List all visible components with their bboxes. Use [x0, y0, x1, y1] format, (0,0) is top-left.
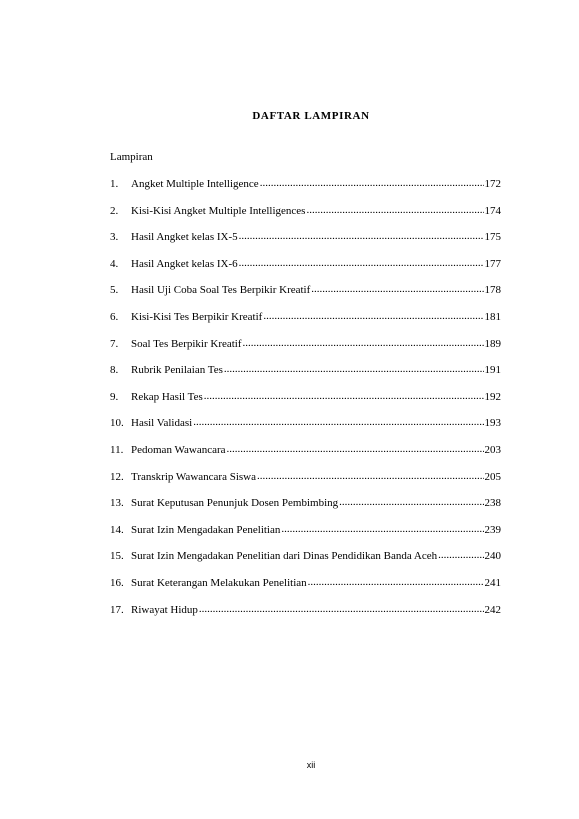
entry-page-number: 177 [484, 257, 501, 270]
entry-title: Riwayat Hidup [131, 603, 198, 616]
entry-title: Surat Keterangan Melakukan Penelitian [131, 576, 307, 589]
entry-page-number: 238 [484, 497, 501, 510]
entry-page-number: 205 [484, 470, 501, 483]
appendix-entry [110, 310, 501, 337]
appendix-entry [110, 337, 501, 364]
appendix-list [110, 177, 501, 629]
entry-number: 17. [110, 603, 124, 616]
dot-leader [281, 523, 483, 533]
appendix-entry [110, 603, 501, 630]
entry-title: Hasil Validasi [131, 417, 193, 430]
entry-page-number: 240 [484, 550, 501, 563]
entry-page-number: 239 [484, 523, 501, 536]
dot-leader [257, 470, 484, 480]
entry-number: 6. [110, 310, 119, 323]
appendix-entry [110, 390, 501, 417]
appendix-entry [110, 257, 501, 284]
entry-page-number: 241 [484, 576, 501, 589]
entry-number: 16. [110, 576, 124, 589]
entry-page-number: 242 [484, 603, 501, 616]
entry-title: Rekap Hasil Tes [131, 390, 203, 403]
entry-page-number: 172 [484, 178, 501, 190]
appendix-entry [110, 230, 501, 257]
entry-title: Hasil Uji Coba Soal Tes Berpikir Kreatif [131, 284, 311, 297]
entry-number: 13. [110, 497, 124, 510]
appendix-entry [110, 363, 501, 390]
dot-leader [308, 576, 484, 586]
appendix-entry [110, 576, 501, 603]
appendix-entry [110, 443, 501, 470]
entry-title: Transkrip Wawancara Siswa [131, 470, 256, 483]
appendix-entry [110, 177, 501, 204]
entry-page-number: 203 [484, 443, 501, 456]
entry-number: 15. [110, 550, 124, 563]
entry-title: Hasil Angket kelas IX-5 [131, 231, 238, 244]
entry-page-number: 174 [484, 204, 501, 217]
appendix-entry [110, 549, 501, 576]
entry-title: Rubrik Penilaian Tes [131, 364, 223, 377]
entry-number: 1. [110, 178, 119, 190]
dot-leader [239, 257, 484, 267]
appendix-entry [110, 496, 501, 523]
dot-leader [339, 496, 483, 506]
entry-number: 2. [110, 204, 119, 217]
appendix-entry [110, 523, 501, 550]
appendix-entry [110, 470, 501, 497]
entry-number: 11. [110, 443, 124, 456]
entry-page-number: 178 [484, 284, 501, 297]
entry-number: 4. [110, 257, 119, 270]
entry-title: Soal Tes Berpikir Kreatif [131, 337, 242, 350]
entry-page-number: 192 [484, 390, 501, 403]
dot-leader [243, 337, 484, 347]
dot-leader [204, 390, 484, 400]
entry-page-number: 191 [484, 364, 501, 377]
entry-title: Pedoman Wawancara [131, 443, 226, 456]
entry-number: 9. [110, 390, 119, 403]
entry-number: 12. [110, 470, 124, 483]
entry-title: Kisi-Kisi Angket Multiple Intelligences [131, 204, 306, 217]
page-title: DAFTAR LAMPIRAN [252, 110, 370, 122]
entry-number: 5. [110, 284, 119, 297]
entry-page-number: 189 [484, 337, 501, 350]
entry-title: Surat Izin Mengadakan Penelitian dari Dinas Pendidikan Banda Aceh [131, 550, 438, 563]
entry-title: Surat Keputusan Penunjuk Dosen Pembimbing [131, 497, 339, 510]
entry-title: Kisi-Kisi Tes Berpikir Kreatif [131, 310, 263, 323]
entry-title: Surat Izin Mengadakan Penelitian [131, 523, 281, 536]
entry-page-number: 175 [484, 231, 501, 244]
entry-page-number: 193 [484, 417, 501, 430]
page-number: xii [306, 760, 316, 770]
dot-leader [224, 363, 484, 373]
entry-number: 10. [110, 417, 124, 430]
dot-leader [199, 603, 484, 613]
dot-leader [239, 230, 484, 240]
entry-title: Hasil Angket kelas IX-6 [131, 257, 238, 270]
entry-number: 8. [110, 364, 119, 377]
appendix-entry [110, 416, 501, 443]
dot-leader [306, 204, 483, 214]
entry-number: 3. [110, 231, 119, 244]
entry-title: Angket Multiple Intelligence [131, 178, 259, 190]
dot-leader [263, 310, 483, 320]
entry-number: 14. [110, 523, 124, 536]
dot-leader [260, 177, 484, 187]
appendix-entry [110, 283, 501, 310]
entry-page-number: 181 [484, 310, 501, 323]
section-label: Lampiran [110, 151, 153, 163]
dot-leader [193, 416, 483, 426]
appendix-entry [110, 204, 501, 231]
dot-leader [311, 283, 483, 293]
dot-leader [227, 443, 484, 453]
dot-leader [438, 549, 483, 559]
entry-number: 7. [110, 337, 119, 350]
